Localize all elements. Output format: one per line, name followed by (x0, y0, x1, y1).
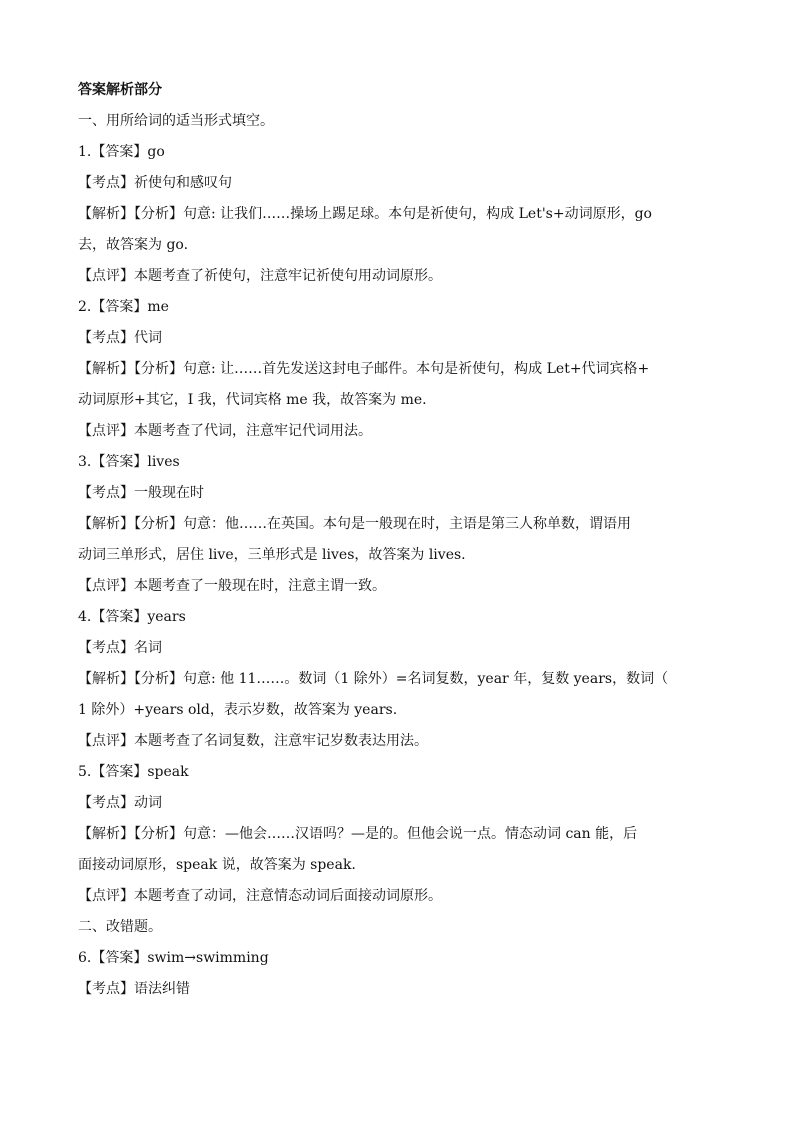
q4-point: 【考点】名词 (78, 640, 162, 656)
q5-answer: 5.【答案】speak (78, 764, 189, 780)
q1-analysis-line1: 【解析】【分析】句意: 让我们……操场上踢足球。本句是祈使句，构成 Let's+动词原形，go (78, 206, 652, 222)
q5-analysis-line2: 面接动词原形，speak 说，故答案为 speak. (78, 857, 356, 873)
q2-point: 【考点】代词 (78, 330, 162, 346)
q1-comment: 【点评】本题考查了祈使句，注意牢记祈使句用动词原形。 (78, 268, 442, 284)
q4-analysis-line2: 1 除外）+years old，表示岁数，故答案为 years. (78, 702, 398, 718)
q3-analysis-line1: 【解析】【分析】句意：他……在英国。本句是一般现在时，主语是第三人称单数，谓语用 (78, 516, 631, 532)
section-2-heading: 二、改错题。 (78, 919, 162, 935)
q6-point: 【考点】语法纠错 (78, 981, 190, 997)
q3-analysis-line2: 动词三单形式，居住 live，三单形式是 lives，故答案为 lives. (78, 547, 466, 563)
q1-analysis-line2: 去，故答案为 go. (78, 237, 189, 253)
q2-comment: 【点评】本题考查了代词，注意牢记代词用法。 (78, 423, 372, 439)
section-1-heading: 一、用所给词的适当形式填空。 (78, 113, 274, 129)
q5-comment: 【点评】本题考查了动词，注意情态动词后面接动词原形。 (78, 888, 442, 904)
q4-answer: 4.【答案】years (78, 609, 186, 625)
doc-title: 答案解析部分 (78, 82, 162, 98)
q1-answer: 1.【答案】go (78, 144, 165, 160)
q3-answer: 3.【答案】lives (78, 454, 180, 470)
q3-point: 【考点】一般现在时 (78, 485, 204, 501)
q6-answer: 6.【答案】swim→swimming (78, 950, 269, 966)
q5-point: 【考点】动词 (78, 795, 162, 811)
q3-comment: 【点评】本题考查了一般现在时，注意主谓一致。 (78, 578, 386, 594)
q2-analysis-line2: 动词原形+其它，I 我，代词宾格 me 我，故答案为 me. (78, 392, 427, 408)
q4-comment: 【点评】本题考查了名词复数，注意牢记岁数表达用法。 (78, 733, 428, 749)
q4-analysis-line1: 【解析】【分析】句意: 他 11……。数词（1 除外）=名词复数，year 年，复数 years，数词（ (78, 671, 669, 687)
q1-point: 【考点】祈使句和感叹句 (78, 175, 232, 191)
q2-answer: 2.【答案】me (78, 299, 169, 315)
answer-document (78, 80, 718, 999)
q2-analysis-line1: 【解析】【分析】句意: 让……首先发送这封电子邮件。本句是祈使句，构成 Let+代词宾格+ (78, 361, 650, 377)
q5-analysis-line1: 【解析】【分析】句意：—他会……汉语吗？—是的。但他会说一点。情态动词 can 能，后 (78, 826, 638, 842)
